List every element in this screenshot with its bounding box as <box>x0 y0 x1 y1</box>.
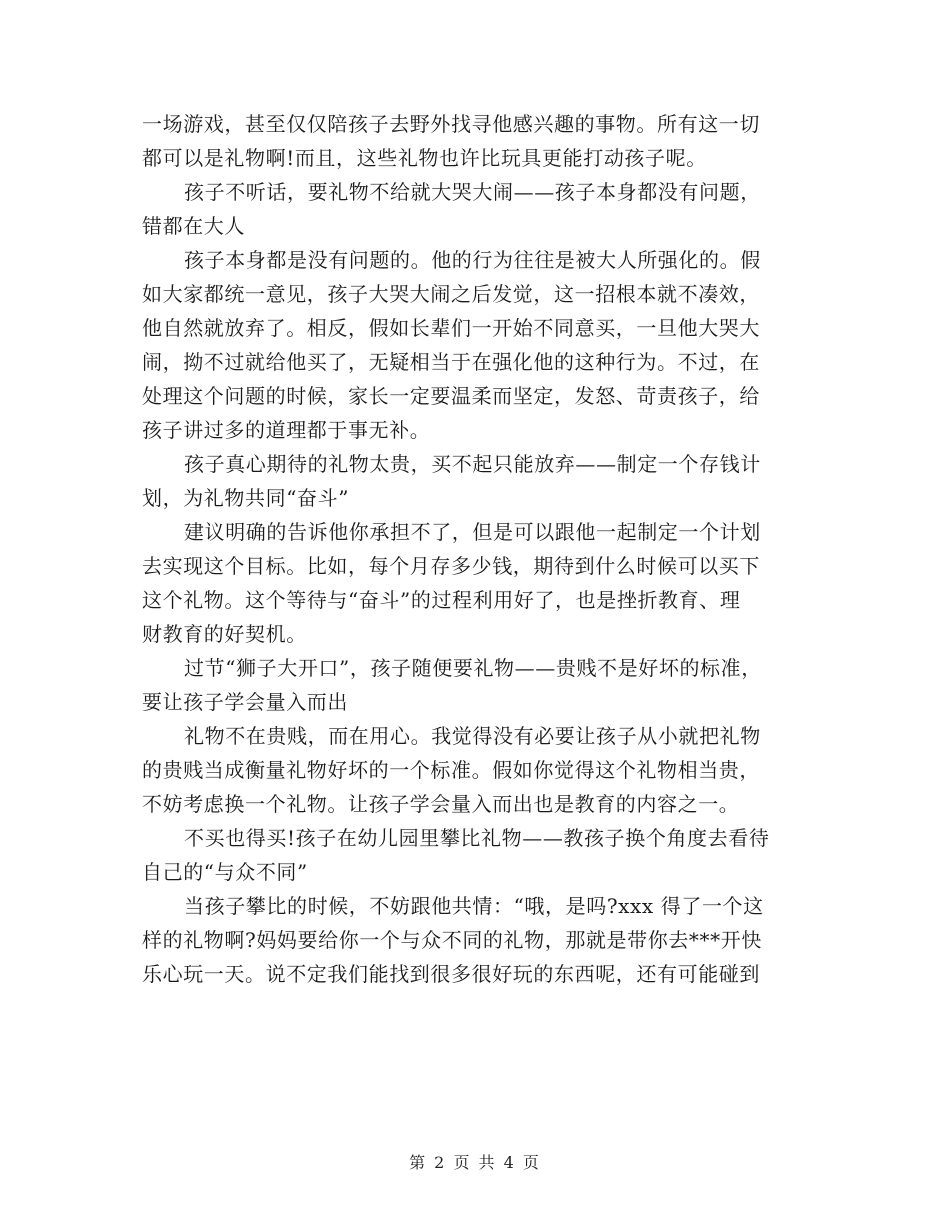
text-line: 不买也得买!孩子在幼儿园里攀比礼物——教孩子换个角度去看待 <box>184 826 770 850</box>
text-line: 闹，拗不过就给他买了，无疑相当于在强化他的这种行为。不过，在 <box>142 350 760 374</box>
text-line: 孩子不听话，要礼物不给就大哭大闹——孩子本身都没有问题， <box>184 180 761 204</box>
text-line: 一场游戏，甚至仅仅陪孩子去野外找寻他感兴趣的事物。所有这一切 <box>142 112 760 136</box>
text-line: 孩子讲过多的道理都于事无补。 <box>142 418 431 442</box>
text-line: 处理这个问题的时候，家长一定要温柔而坚定，发怒、苛责孩子，给 <box>142 384 760 408</box>
text-line: 他自然就放弃了。相反，假如长辈们一开始不同意买，一旦他大哭大 <box>142 316 760 340</box>
text-line: 划，为礼物共同“奋斗” <box>142 486 350 510</box>
text-line: 当孩子攀比的时候，不妨跟他共情：“哦，是吗?xxx 得了一个这 <box>184 894 764 918</box>
text-line: 这个礼物。这个等待与“奋斗”的过程利用好了，也是挫折教育、理 <box>142 588 741 612</box>
text-line: 孩子真心期待的礼物太贵，买不起只能放弃——制定一个存钱计 <box>184 452 761 476</box>
text-line: 如大家都统一意见，孩子大哭大闹之后发觉，这一招根本就不凑效， <box>142 282 760 306</box>
text-line: 的贵贱当成衡量礼物好坏的一个标准。假如你觉得这个礼物相当贵， <box>142 758 760 782</box>
text-line: 乐心玩一天。说不定我们能找到很多很好玩的东西呢，还有可能碰到 <box>142 962 760 986</box>
text-line: 建议明确的告诉他你承担不了，但是可以跟他一起制定一个计划 <box>184 520 761 544</box>
page-footer: 第 2 页 共 4 页 <box>409 1153 541 1172</box>
text-line: 错都在大人 <box>142 214 245 238</box>
text-line: 样的礼物啊?妈妈要给你一个与众不同的礼物，那就是带你去***开快 <box>142 928 762 952</box>
text-line: 礼物不在贵贱，而在用心。我觉得没有必要让孩子从小就把礼物 <box>184 724 761 748</box>
text-line: 过节“狮子大开口”，孩子随便要礼物——贵贱不是好坏的标准， <box>184 656 762 680</box>
text-line: 财教育的好契机。 <box>142 622 307 646</box>
text-line: 去实现这个目标。比如，每个月存多少钱，期待到什么时候可以买下 <box>142 554 760 578</box>
text-line: 自己的“与众不同” <box>142 860 308 884</box>
text-line: 孩子本身都是没有问题的。他的行为往往是被大人所强化的。假 <box>184 248 761 272</box>
text-line: 要让孩子学会量入而出 <box>142 690 348 714</box>
text-line: 都可以是礼物啊!而且，这些礼物也许比玩具更能打动孩子呢。 <box>142 146 707 170</box>
document-body <box>142 107 812 991</box>
text-line: 不妨考虑换一个礼物。让孩子学会量入而出也是教育的内容之一。 <box>142 792 740 816</box>
